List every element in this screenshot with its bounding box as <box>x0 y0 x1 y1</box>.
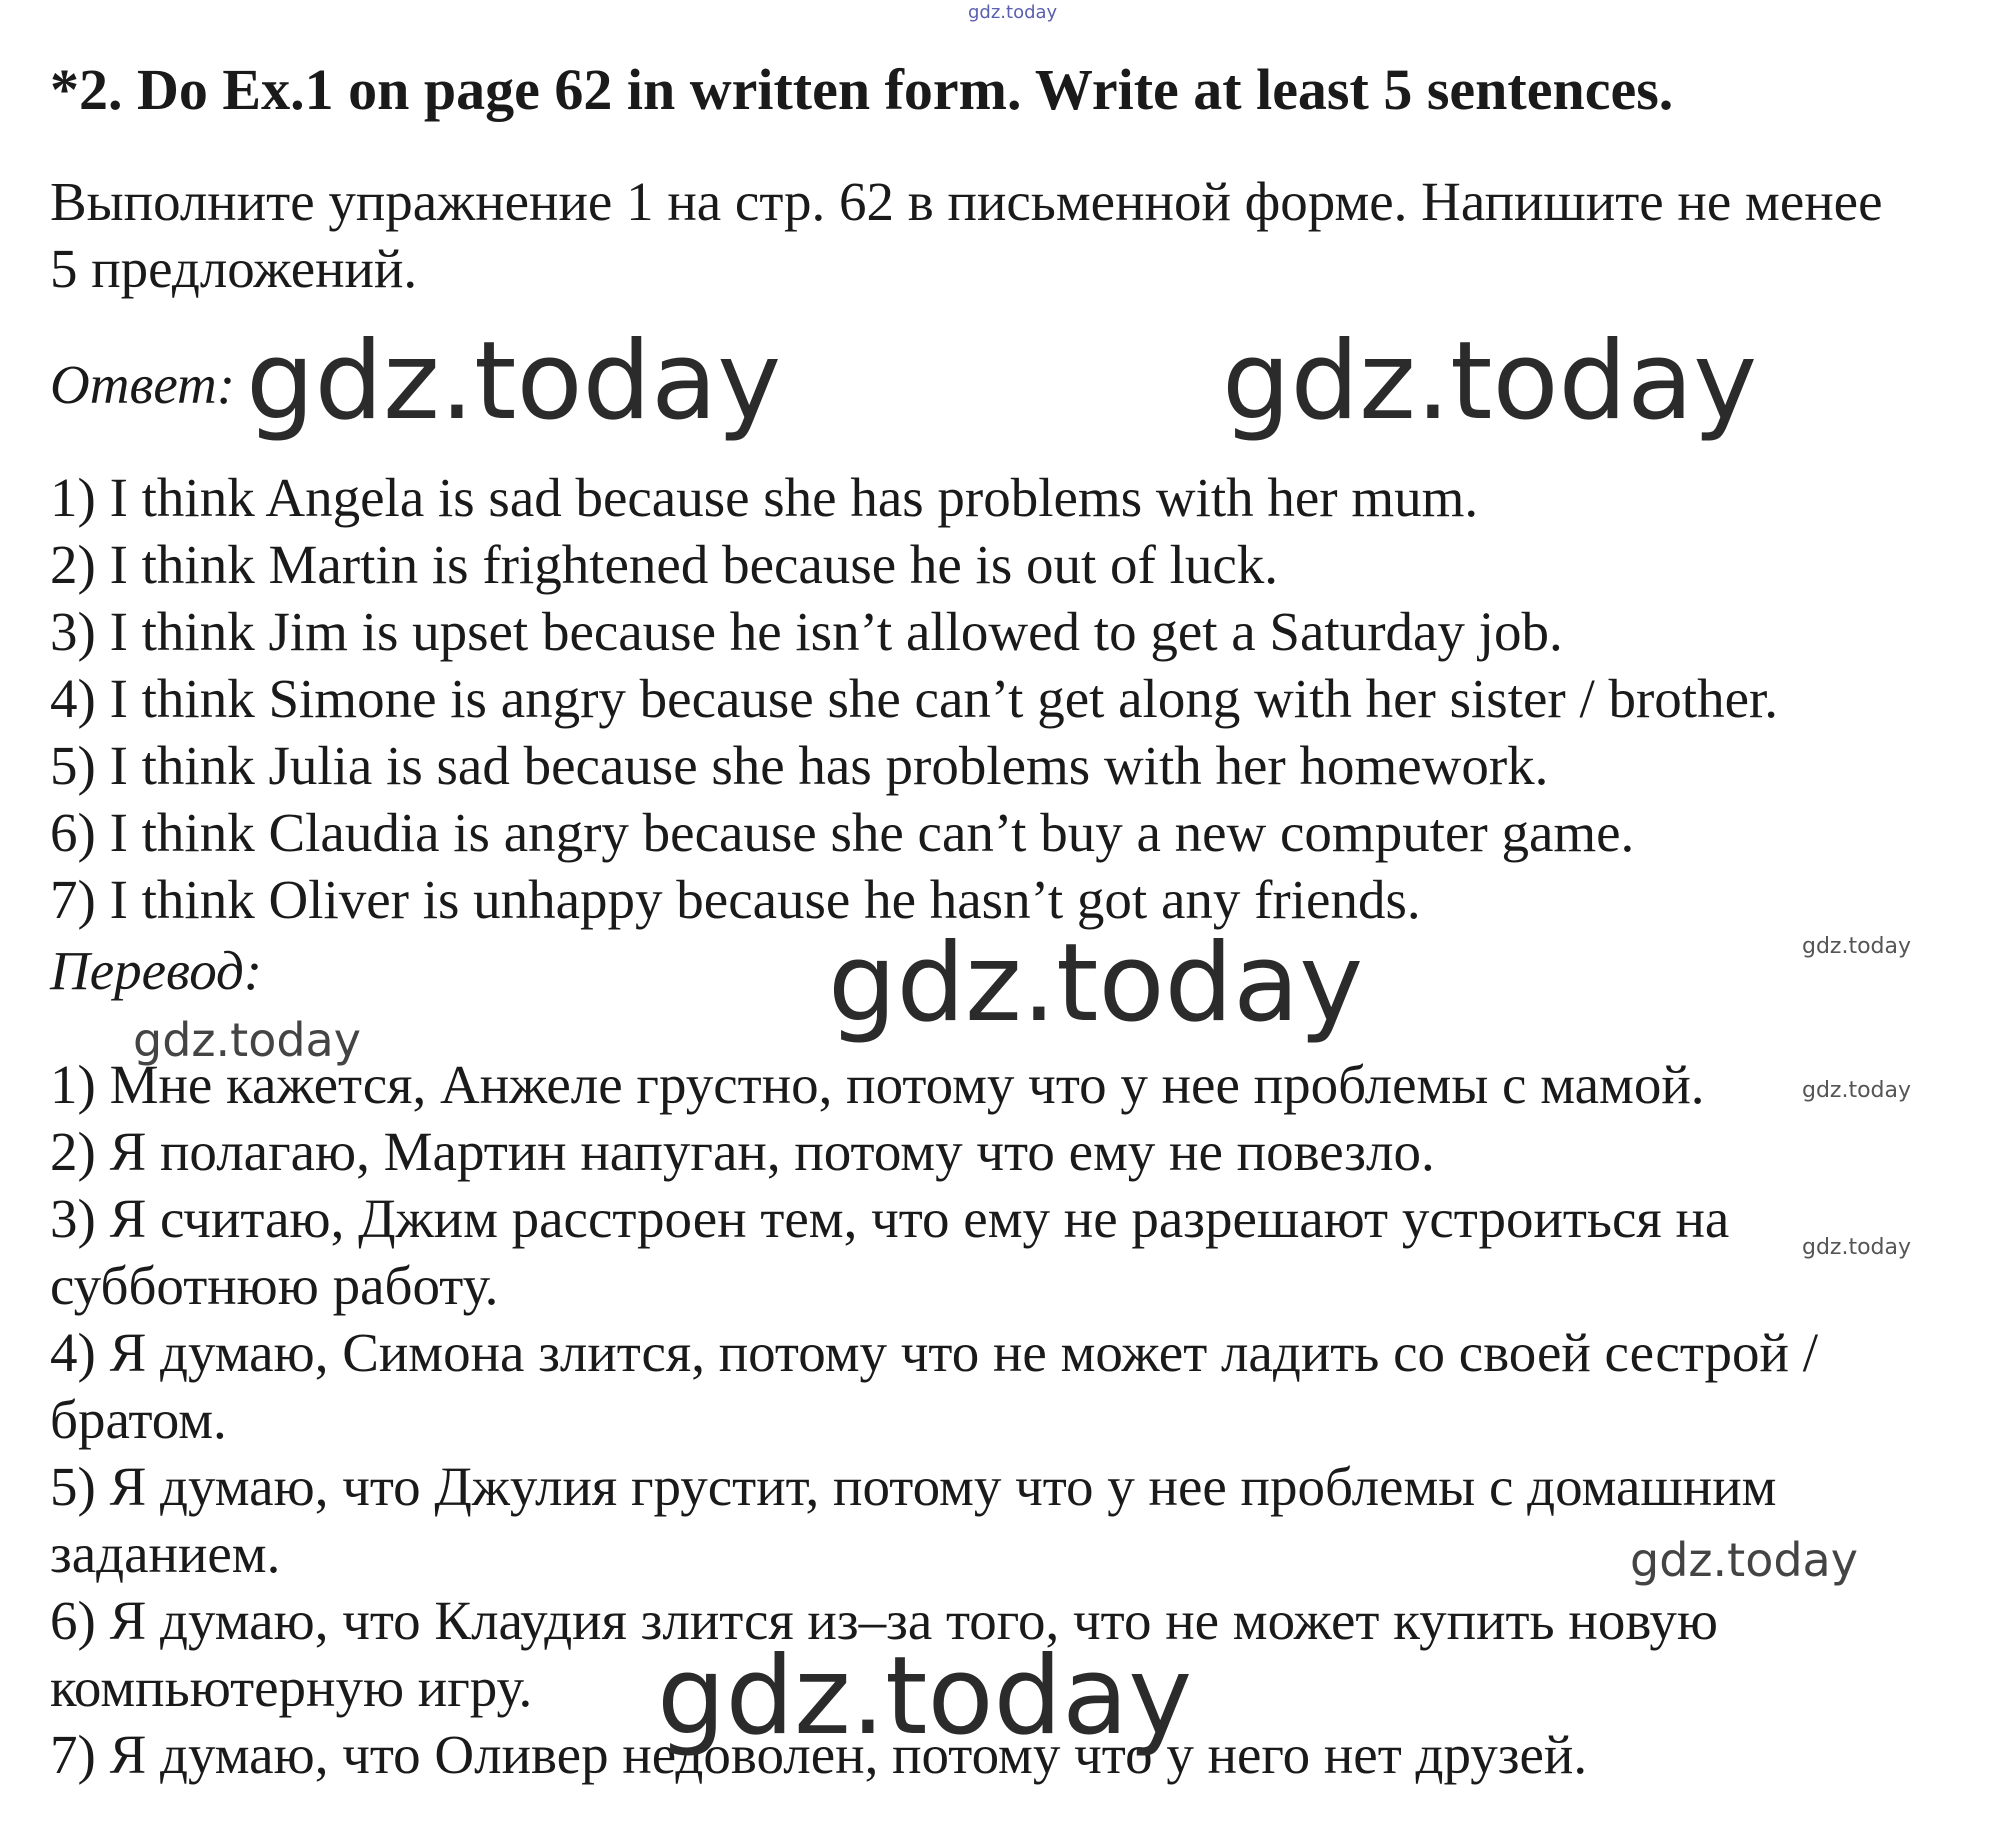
instruction-line: Выполните упражнение 1 на стр. 62 в письменной форме. Напишите не менее <box>50 171 1883 232</box>
exercise-heading: *2. Do Ex.1 on page 62 in written form. Write at least 5 sentences. <box>50 57 1674 122</box>
translation-item <box>50 1319 1950 1453</box>
watermark-small: gdz.today <box>1802 934 1912 959</box>
watermark-small: gdz.today <box>1802 1235 1912 1260</box>
answer-item: 2) I think Martin is frightened because he is out of luck. <box>50 534 1279 595</box>
translation-line: 6) Я думаю, что Клаудия злится из–за того, что не может купить новую <box>50 1590 1718 1651</box>
translation-line: компьютерную игру. <box>50 1657 533 1718</box>
answer-item: 3) I think Jim is upset because he isn’t allowed to get a Saturday job. <box>50 601 1563 662</box>
translation-line: 5) Я думаю, что Джулия грустит, потому что у нее проблемы с домашним <box>50 1456 1777 1517</box>
translation-line: 7) Я думаю, что Оливер недоволен, потому что у него нет друзей. <box>50 1724 1588 1785</box>
answer-item: 5) I think Julia is sad because she has problems with her homework. <box>50 735 1549 796</box>
watermark-large: gdz.today <box>1222 319 1758 444</box>
translation-label: Перевод: <box>50 940 263 1001</box>
answer-item: 4) I think Simone is angry because she can’t get along with her sister / brother. <box>50 668 1779 729</box>
watermark-small: gdz.today <box>1802 1078 1912 1103</box>
translation-line: субботнюю работу. <box>50 1255 499 1316</box>
watermark-top: gdz.today <box>968 2 1058 23</box>
translation-item <box>50 1118 1950 1185</box>
translation-line: 4) Я думаю, Симона злится, потому что не может ладить со своей сестрой / <box>50 1322 1819 1383</box>
translation-item <box>50 1051 1950 1118</box>
translation-line: заданием. <box>50 1523 281 1584</box>
watermark-large: gdz.today <box>246 319 782 444</box>
instruction-line: 5 предложений. <box>50 238 418 299</box>
translation-line: братом. <box>50 1389 227 1450</box>
answer-item: 6) I think Claudia is angry because she can’t buy a new computer game. <box>50 802 1635 863</box>
exercise-instruction <box>50 168 2010 302</box>
answer-item: 1) I think Angela is sad because she has problems with her mum. <box>50 467 1479 528</box>
watermark-medium: gdz.today <box>1630 1533 1858 1587</box>
translation-item <box>50 1185 1950 1319</box>
translation-line: 2) Я полагаю, Мартин напуган, потому что ему не повезло. <box>50 1121 1435 1182</box>
answers-list <box>50 464 1778 933</box>
watermark-large: gdz.today <box>828 921 1364 1046</box>
answer-label: Ответ: <box>50 354 236 415</box>
translation-line: 1) Мне кажется, Анжеле грустно, потому что у нее проблемы с мамой. <box>50 1054 1705 1115</box>
translation-line: 3) Я считаю, Джим расстроен тем, что ему не разрешают устроиться на <box>50 1188 1730 1249</box>
answer-item: 7) I think Oliver is unhappy because he hasn’t got any friends. <box>50 869 1421 930</box>
watermark-medium: gdz.today <box>133 1013 361 1067</box>
watermark-large: gdz.today <box>657 1634 1193 1759</box>
